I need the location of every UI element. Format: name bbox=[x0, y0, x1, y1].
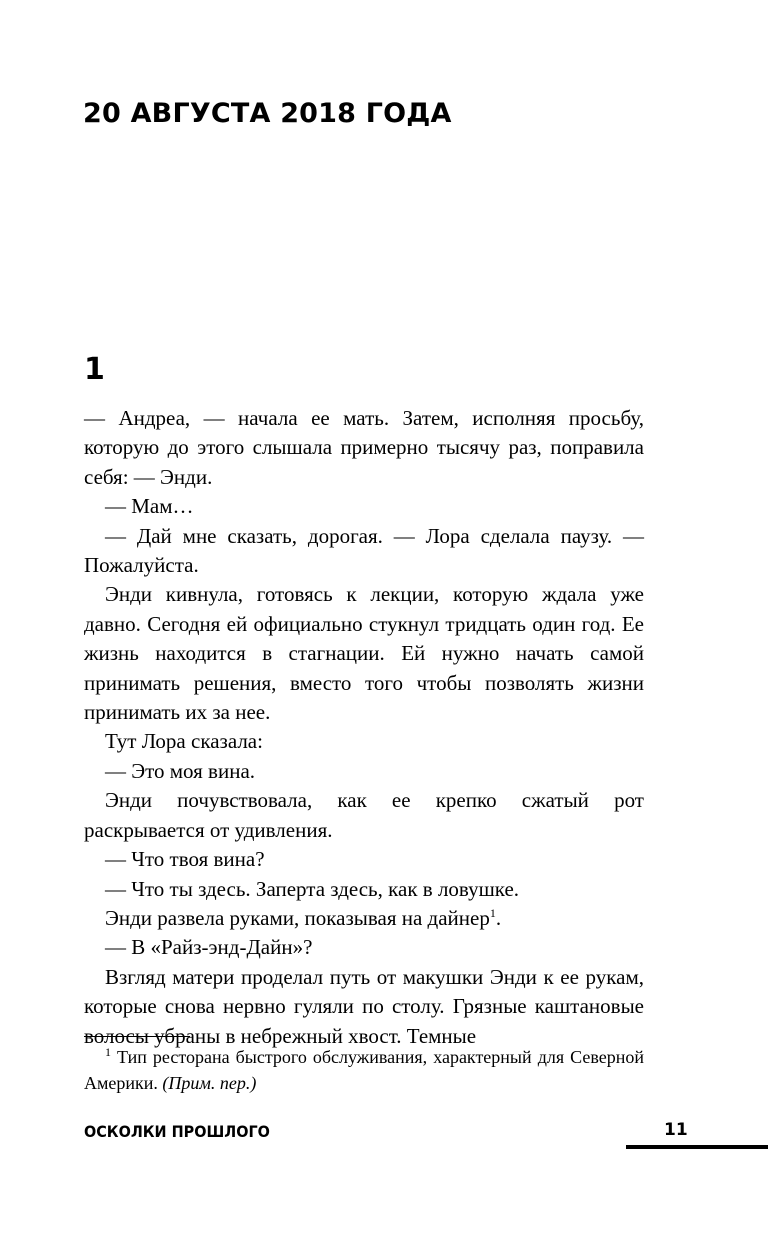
paragraph: — Что ты здесь. Заперта здесь, как в ловушке. bbox=[105, 876, 520, 901]
paragraph: — Андреа, — начала ее мать. Затем, исполняя просьбу, которую до этого слышала примерно тысячу раз, поправила себя: — Энди. bbox=[84, 406, 644, 489]
footnote-text: Тип ресторана быстрого обслуживания, характерный для Северной Америки. bbox=[84, 1047, 645, 1093]
footnote-separator bbox=[84, 1036, 190, 1037]
paragraph-text: Энди развела руками, показывая на дайнер bbox=[105, 905, 490, 930]
paragraph: — Мам… bbox=[105, 494, 194, 519]
paragraph: Взгляд матери проделал путь от макушки Энди к ее рукам, которые снова нервно гуляли по столу. Грязные каштановые волосы убраны в небрежный хвост. Темные bbox=[84, 964, 644, 1048]
paragraph: Энди кивнула, готовясь к лекции, которую ждала уже давно. Сегодня ей официально стукнул тридцать один год. Ее жизнь находится в стагнации. Ей нужно начать самой принимать решения, вместо того чтобы позволять жизни принимать их за нее. bbox=[84, 582, 644, 725]
footnote-marker: 1 bbox=[105, 1045, 111, 1059]
footnote-paragraph bbox=[84, 1044, 644, 1096]
footnote bbox=[84, 1044, 644, 1096]
chapter-date-heading: 20 АВГУСТА 2018 ГОДА bbox=[83, 98, 452, 129]
folio-rule bbox=[626, 1145, 768, 1149]
chapter-number: 1 bbox=[84, 352, 105, 387]
paragraph bbox=[84, 904, 644, 933]
paragraph: — Дай мне сказать, дорогая. — Лора сделала паузу. — Пожалуйста. bbox=[84, 523, 644, 578]
paragraph: — Что твоя вина? bbox=[105, 847, 265, 872]
paragraph: — В «Райз-энд-Дайн»? bbox=[105, 935, 313, 960]
running-title: ОСКОЛКИ ПРОШЛОГО bbox=[84, 1122, 270, 1141]
translator-note: (Прим. пер.) bbox=[162, 1073, 257, 1093]
paragraph: Тут Лора сказала: bbox=[105, 729, 263, 754]
paragraph-end-punctuation: . bbox=[495, 905, 502, 930]
paragraph: — Это моя вина. bbox=[105, 758, 256, 783]
footnote-reference: 1 bbox=[489, 905, 496, 920]
page-number: 11 bbox=[664, 1120, 688, 1140]
body-text bbox=[84, 404, 644, 1051]
paragraph: Энди почувствовала, как ее крепко сжатый рот раскрывается от удивления. bbox=[84, 788, 644, 842]
